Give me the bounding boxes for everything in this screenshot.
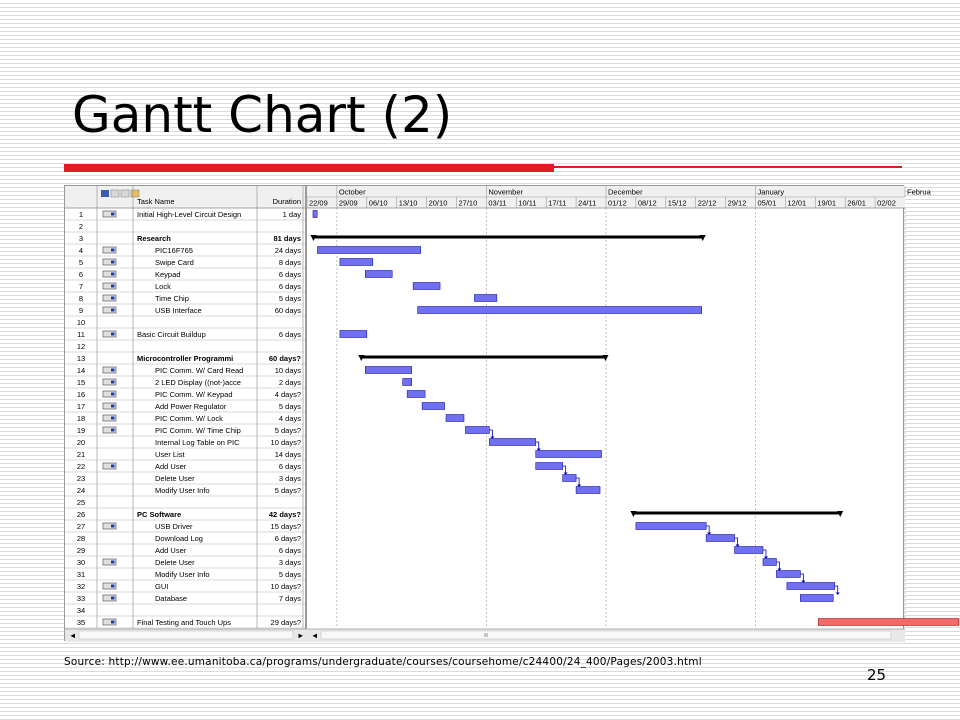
row-id: 9 (78, 306, 84, 315)
folder-icon (131, 190, 139, 197)
task-name: Database (155, 594, 188, 603)
week-label: 29/09 (338, 198, 358, 208)
week-label: 15/12 (667, 198, 687, 208)
task-bar (465, 427, 489, 434)
task-bar (563, 475, 576, 482)
header-duration: Duration (272, 197, 301, 206)
scrollbar-thumb-chart (321, 631, 891, 639)
task-bar (735, 547, 763, 554)
task-info-icon-mark (111, 213, 115, 216)
task-duration: 29 days? (270, 618, 301, 627)
week-label: 22/09 (309, 198, 328, 208)
week-label: 13/10 (398, 198, 418, 208)
task-bar (536, 451, 602, 458)
month-label: January (757, 187, 785, 197)
dependency-link (735, 538, 738, 546)
row-id: 33 (76, 594, 86, 603)
task-duration: 10 days? (270, 438, 301, 447)
task-duration: 3 days (278, 474, 301, 483)
task-name: PIC Comm. W/ Time Chip (155, 426, 241, 435)
task-bar (403, 379, 412, 386)
month-label: October (338, 187, 366, 197)
row-id: 20 (76, 438, 86, 447)
task-bar (636, 523, 706, 530)
week-label: 08/12 (637, 198, 657, 208)
task-bar (422, 403, 444, 410)
task-duration: 4 days (278, 414, 301, 423)
print-icon (111, 190, 119, 197)
dependency-link (576, 478, 579, 486)
task-name: Add User (155, 546, 187, 555)
task-info-icon-mark (111, 405, 115, 408)
task-name: Add Power Regulator (155, 402, 227, 411)
title-rule-red (64, 164, 554, 172)
task-duration: 5 days (278, 294, 301, 303)
task-duration: 5 days (278, 570, 301, 579)
task-info-icon-mark (111, 393, 115, 396)
task-name: USB Interface (155, 306, 202, 315)
task-name: PIC Comm. W/ Card Read (155, 366, 244, 375)
row-id: 14 (76, 366, 86, 375)
dependency-link (763, 550, 766, 558)
task-duration: 10 days (274, 366, 301, 375)
task-name: Modify User Info (155, 570, 210, 579)
row-id: 21 (76, 450, 86, 459)
task-name: PIC Comm. W/ Lock (155, 414, 223, 423)
task-bar (576, 487, 600, 494)
task-name: PC Software (137, 510, 182, 519)
task-info-icon-mark (111, 333, 115, 336)
task-info-icon-mark (111, 381, 115, 384)
row-id: 15 (76, 378, 86, 387)
task-duration: 60 days (274, 306, 301, 315)
task-info-icon-mark (111, 261, 115, 264)
row-id: 11 (77, 330, 85, 339)
task-bar (446, 415, 464, 422)
task-name: Lock (155, 282, 171, 291)
task-name: Delete User (155, 474, 195, 483)
source-citation: Source: http://www.ee.umanitoba.ca/programs/undergraduate/courses/coursehome/c24400/24_400/Pages/2003.html (64, 656, 702, 668)
row-id: 3 (78, 234, 84, 243)
task-duration: 6 days? (274, 534, 301, 543)
dependency-link (835, 586, 838, 594)
week-label: 20/10 (428, 198, 448, 208)
row-id: 22 (76, 462, 86, 471)
gantt-chart (64, 185, 931, 641)
month-label: December (608, 187, 643, 197)
task-bar (407, 391, 425, 398)
row-id: 30 (76, 558, 86, 567)
row-id: 28 (76, 534, 86, 543)
scroll-left-arrow-chart: ◄ (311, 631, 319, 640)
task-info-icon-mark (111, 249, 115, 252)
week-label: 29/12 (727, 198, 747, 208)
summary-bar (313, 236, 703, 239)
summary-bar (633, 512, 841, 515)
task-name: 2 LED Display ((not-)acce (155, 378, 241, 387)
task-duration: 42 days? (268, 510, 301, 519)
task-duration: 5 days (278, 402, 301, 411)
task-name: GUI (155, 582, 169, 591)
task-name: Internal Log Table on PIC (155, 438, 240, 447)
task-duration: 6 days (278, 330, 301, 339)
page-number: 25 (867, 666, 887, 684)
task-name: Add User (155, 462, 187, 471)
row-id: 16 (76, 390, 86, 399)
task-duration: 3 days (278, 558, 301, 567)
task-info-icon-mark (111, 417, 115, 420)
summary-bar (361, 356, 606, 359)
row-id: 5 (78, 258, 84, 267)
week-label: 01/12 (608, 198, 627, 208)
scroll-left-arrow: ◄ (69, 631, 77, 640)
task-name: PIC16F765 (155, 246, 193, 255)
row-id: 23 (76, 474, 86, 483)
task-bar (763, 559, 776, 566)
task-duration: 2 days (278, 378, 301, 387)
week-label: 10/11 (518, 198, 537, 208)
task-bar (340, 259, 373, 266)
task-info-icon-mark (111, 597, 115, 600)
dependency-arrow (836, 593, 840, 596)
week-label: 19/01 (817, 198, 837, 208)
task-duration: 6 days (278, 282, 301, 291)
task-name: Microcontroller Programmi (137, 354, 234, 363)
dependency-link (489, 430, 492, 438)
row-id: 10 (76, 318, 86, 327)
row-id: 34 (76, 606, 86, 615)
task-name: Download Log (155, 534, 203, 543)
task-duration: 5 days? (274, 426, 301, 435)
task-name: Swipe Card (155, 258, 194, 267)
save-icon (101, 190, 109, 197)
week-label: 02/02 (877, 198, 896, 208)
task-duration: 6 days (278, 546, 301, 555)
task-info-icon-mark (111, 273, 115, 276)
task-name: Research (137, 234, 171, 243)
task-duration: 15 days? (270, 522, 301, 531)
task-info-icon-mark (111, 297, 115, 300)
task-duration: 6 days (278, 270, 301, 279)
task-info-icon-mark (111, 285, 115, 288)
task-bar (818, 619, 959, 626)
week-label: 12/01 (787, 198, 807, 208)
row-id: 12 (76, 342, 86, 351)
task-name: User List (155, 450, 185, 459)
task-bar (706, 535, 734, 542)
row-id: 1 (78, 210, 84, 219)
row-id: 2 (78, 222, 84, 231)
row-id: 8 (78, 294, 84, 303)
task-info-icon-mark (111, 309, 115, 312)
row-id: 19 (76, 426, 86, 435)
row-id: 35 (76, 618, 86, 627)
task-duration: 60 days? (268, 354, 301, 363)
scrollbar-thumb-left (79, 631, 293, 639)
row-id: 17 (76, 402, 86, 411)
row-id: 7 (78, 282, 84, 291)
task-duration: 24 days (274, 246, 301, 255)
week-label: 27/10 (458, 198, 478, 208)
task-name: Basic Circuit Buildup (137, 330, 206, 339)
task-bar (474, 295, 496, 302)
dependency-link (776, 562, 779, 570)
task-bar (317, 247, 420, 254)
row-id: 13 (76, 354, 86, 363)
task-duration: 14 days (274, 450, 301, 459)
task-bar (413, 283, 440, 290)
task-bar (340, 331, 367, 338)
header-task-name: Task Name (137, 197, 175, 206)
task-duration: 10 days? (270, 582, 301, 591)
dependency-link (800, 574, 803, 582)
dependency-link (563, 466, 566, 474)
row-id: 6 (78, 270, 84, 279)
dependency-link (706, 526, 709, 534)
task-duration: 6 days (278, 462, 301, 471)
task-info-icon-mark (111, 585, 115, 588)
task-bar (787, 583, 835, 590)
task-bar (418, 307, 702, 314)
row-id: 18 (76, 414, 86, 423)
task-duration: 81 days (273, 234, 301, 243)
row-id: 27 (76, 522, 86, 531)
month-label: Februa (907, 187, 931, 197)
task-info-icon-mark (111, 369, 115, 372)
task-bar (489, 439, 535, 446)
week-label: 17/11 (548, 198, 567, 208)
week-label: 22/12 (697, 198, 717, 208)
task-info-icon-mark (111, 465, 115, 468)
row-id: 32 (76, 582, 86, 591)
task-name: PIC Comm. W/ Keypad (155, 390, 233, 399)
task-duration: 8 days (278, 258, 301, 267)
task-info-icon-mark (111, 525, 115, 528)
week-label: 26/01 (847, 198, 866, 208)
row-id: 25 (76, 498, 86, 507)
task-name: Delete User (155, 558, 195, 567)
scroll-right-arrow: ► (297, 631, 305, 640)
row-id: 4 (78, 246, 84, 255)
slide-title: Gantt Chart (2) (72, 86, 453, 144)
task-bar (365, 271, 392, 278)
task-name: Final Testing and Touch Ups (137, 618, 231, 627)
week-label: 06/10 (368, 198, 388, 208)
task-info-icon-mark (111, 429, 115, 432)
week-label: 03/11 (488, 198, 507, 208)
task-name: Modify User Info (155, 486, 210, 495)
title-rule-thin (554, 166, 902, 168)
month-label: November (488, 187, 524, 197)
row-id: 29 (76, 546, 86, 555)
task-bar (800, 595, 833, 602)
task-name: Initial High-Level Circuit Design (137, 210, 242, 219)
task-duration: 4 days? (274, 390, 301, 399)
week-label: 05/01 (757, 198, 777, 208)
task-info-icon-mark (111, 561, 115, 564)
dependency-link (536, 442, 539, 450)
week-label: 24/11 (578, 198, 597, 208)
task-duration: 5 days? (274, 486, 301, 495)
row-id: 24 (76, 486, 86, 495)
task-name: USB Driver (155, 522, 193, 531)
task-bar (536, 463, 563, 470)
task-info-icon-mark (111, 621, 115, 624)
task-name: Keypad (155, 270, 181, 279)
row-id: 26 (76, 510, 86, 519)
split-bar (305, 186, 307, 642)
task-bar (313, 211, 317, 218)
task-duration: 7 days (278, 594, 301, 603)
preview-icon (121, 190, 129, 197)
task-name: Time Chip (155, 294, 189, 303)
task-duration: 1 day (282, 210, 301, 219)
task-bar (365, 367, 411, 374)
row-id: 31 (76, 570, 86, 579)
task-bar (776, 571, 800, 578)
